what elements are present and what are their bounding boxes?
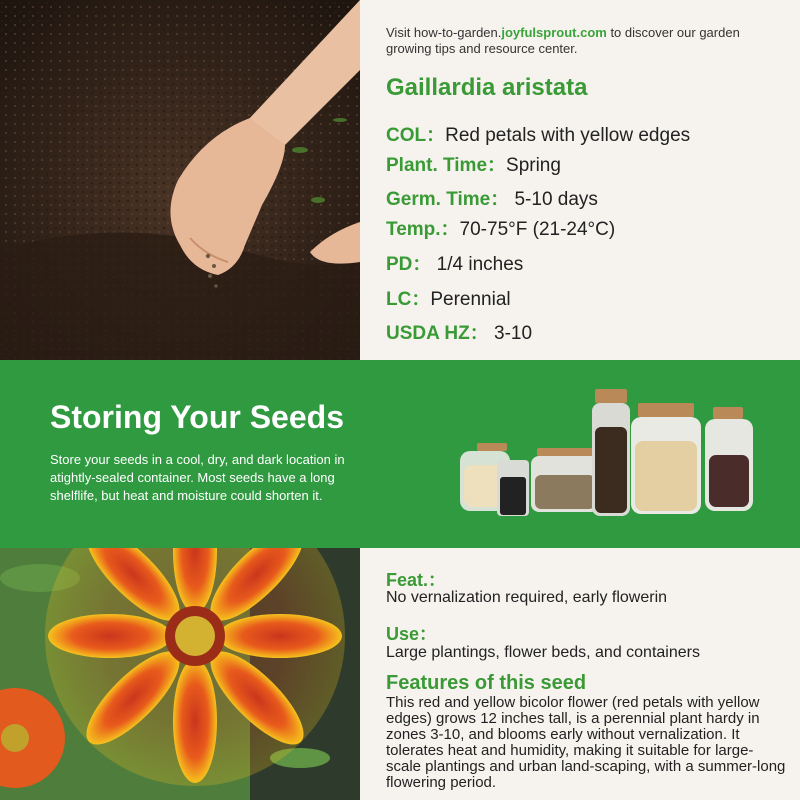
attribute-row-germ-time	[386, 184, 598, 211]
attribute-row-temp	[386, 214, 615, 241]
attribute-value: Spring	[506, 155, 561, 176]
storing-title: Storing Your Seeds	[50, 399, 344, 435]
attribute-row-plant-time	[386, 150, 561, 177]
feat-text: No vernalization required, early flowerin	[386, 589, 668, 606]
attribute-value: 3-10	[488, 323, 533, 344]
site-link[interactable]: joyfulsprout.com	[501, 25, 607, 40]
sowing-seeds-photo	[0, 0, 360, 360]
attribute-key: PD：	[386, 254, 432, 275]
seed-jars-illustration	[455, 385, 760, 525]
seed-features-text: This red and yellow bicolor flower (red petals with yellow edges) grows 12 inches tall, is a perennial plant hardy in zones 3-10, and blooms early without vernalization. It tolerates heat and humidity, making it suitable for large-scale plantings and urban land-scaping, with a summer-long flowering period.	[386, 694, 786, 791]
attribute-key: Germ. Time：	[386, 189, 510, 210]
attribute-row-lc	[386, 284, 511, 311]
attribute-key: COL：	[386, 125, 446, 146]
plant-name: Gaillardia aristata	[386, 74, 588, 101]
attribute-value: 1/4 inches	[431, 254, 524, 275]
visit-suffix: to discover our garden growing tips and resource center.	[386, 25, 740, 56]
attribute-key: USDA HZ：	[386, 323, 489, 344]
feat-heading: Feat.：	[386, 570, 447, 590]
storing-text: Store your seeds in a cool, dry, and dark location in atightly-sealed container. Most seeds have a long shelflife, but heat and moisture could shorten it.	[50, 452, 345, 503]
attribute-row-usda-hz	[386, 318, 532, 345]
use-text: Large plantings, flower beds, and containers	[386, 644, 700, 661]
visit-notice	[386, 25, 786, 57]
attribute-key: Temp.：	[386, 219, 460, 240]
attribute-key: LC：	[386, 289, 431, 310]
attribute-value: Perennial	[430, 289, 511, 310]
use-heading: Use：	[386, 624, 438, 644]
attribute-value: 70-75°F (21-24°C)	[459, 219, 616, 240]
visit-prefix: Visit how-to-garden.	[386, 25, 502, 40]
attribute-value: 5-10 days	[509, 189, 598, 210]
attribute-row-pd	[386, 249, 523, 276]
attribute-row-col	[386, 120, 690, 147]
seed-features-heading: Features of this seed	[386, 672, 587, 694]
gaillardia-flower-photo	[0, 548, 360, 800]
attribute-key: Plant. Time：	[386, 155, 507, 176]
attribute-value: Red petals with yellow edges	[445, 125, 691, 146]
